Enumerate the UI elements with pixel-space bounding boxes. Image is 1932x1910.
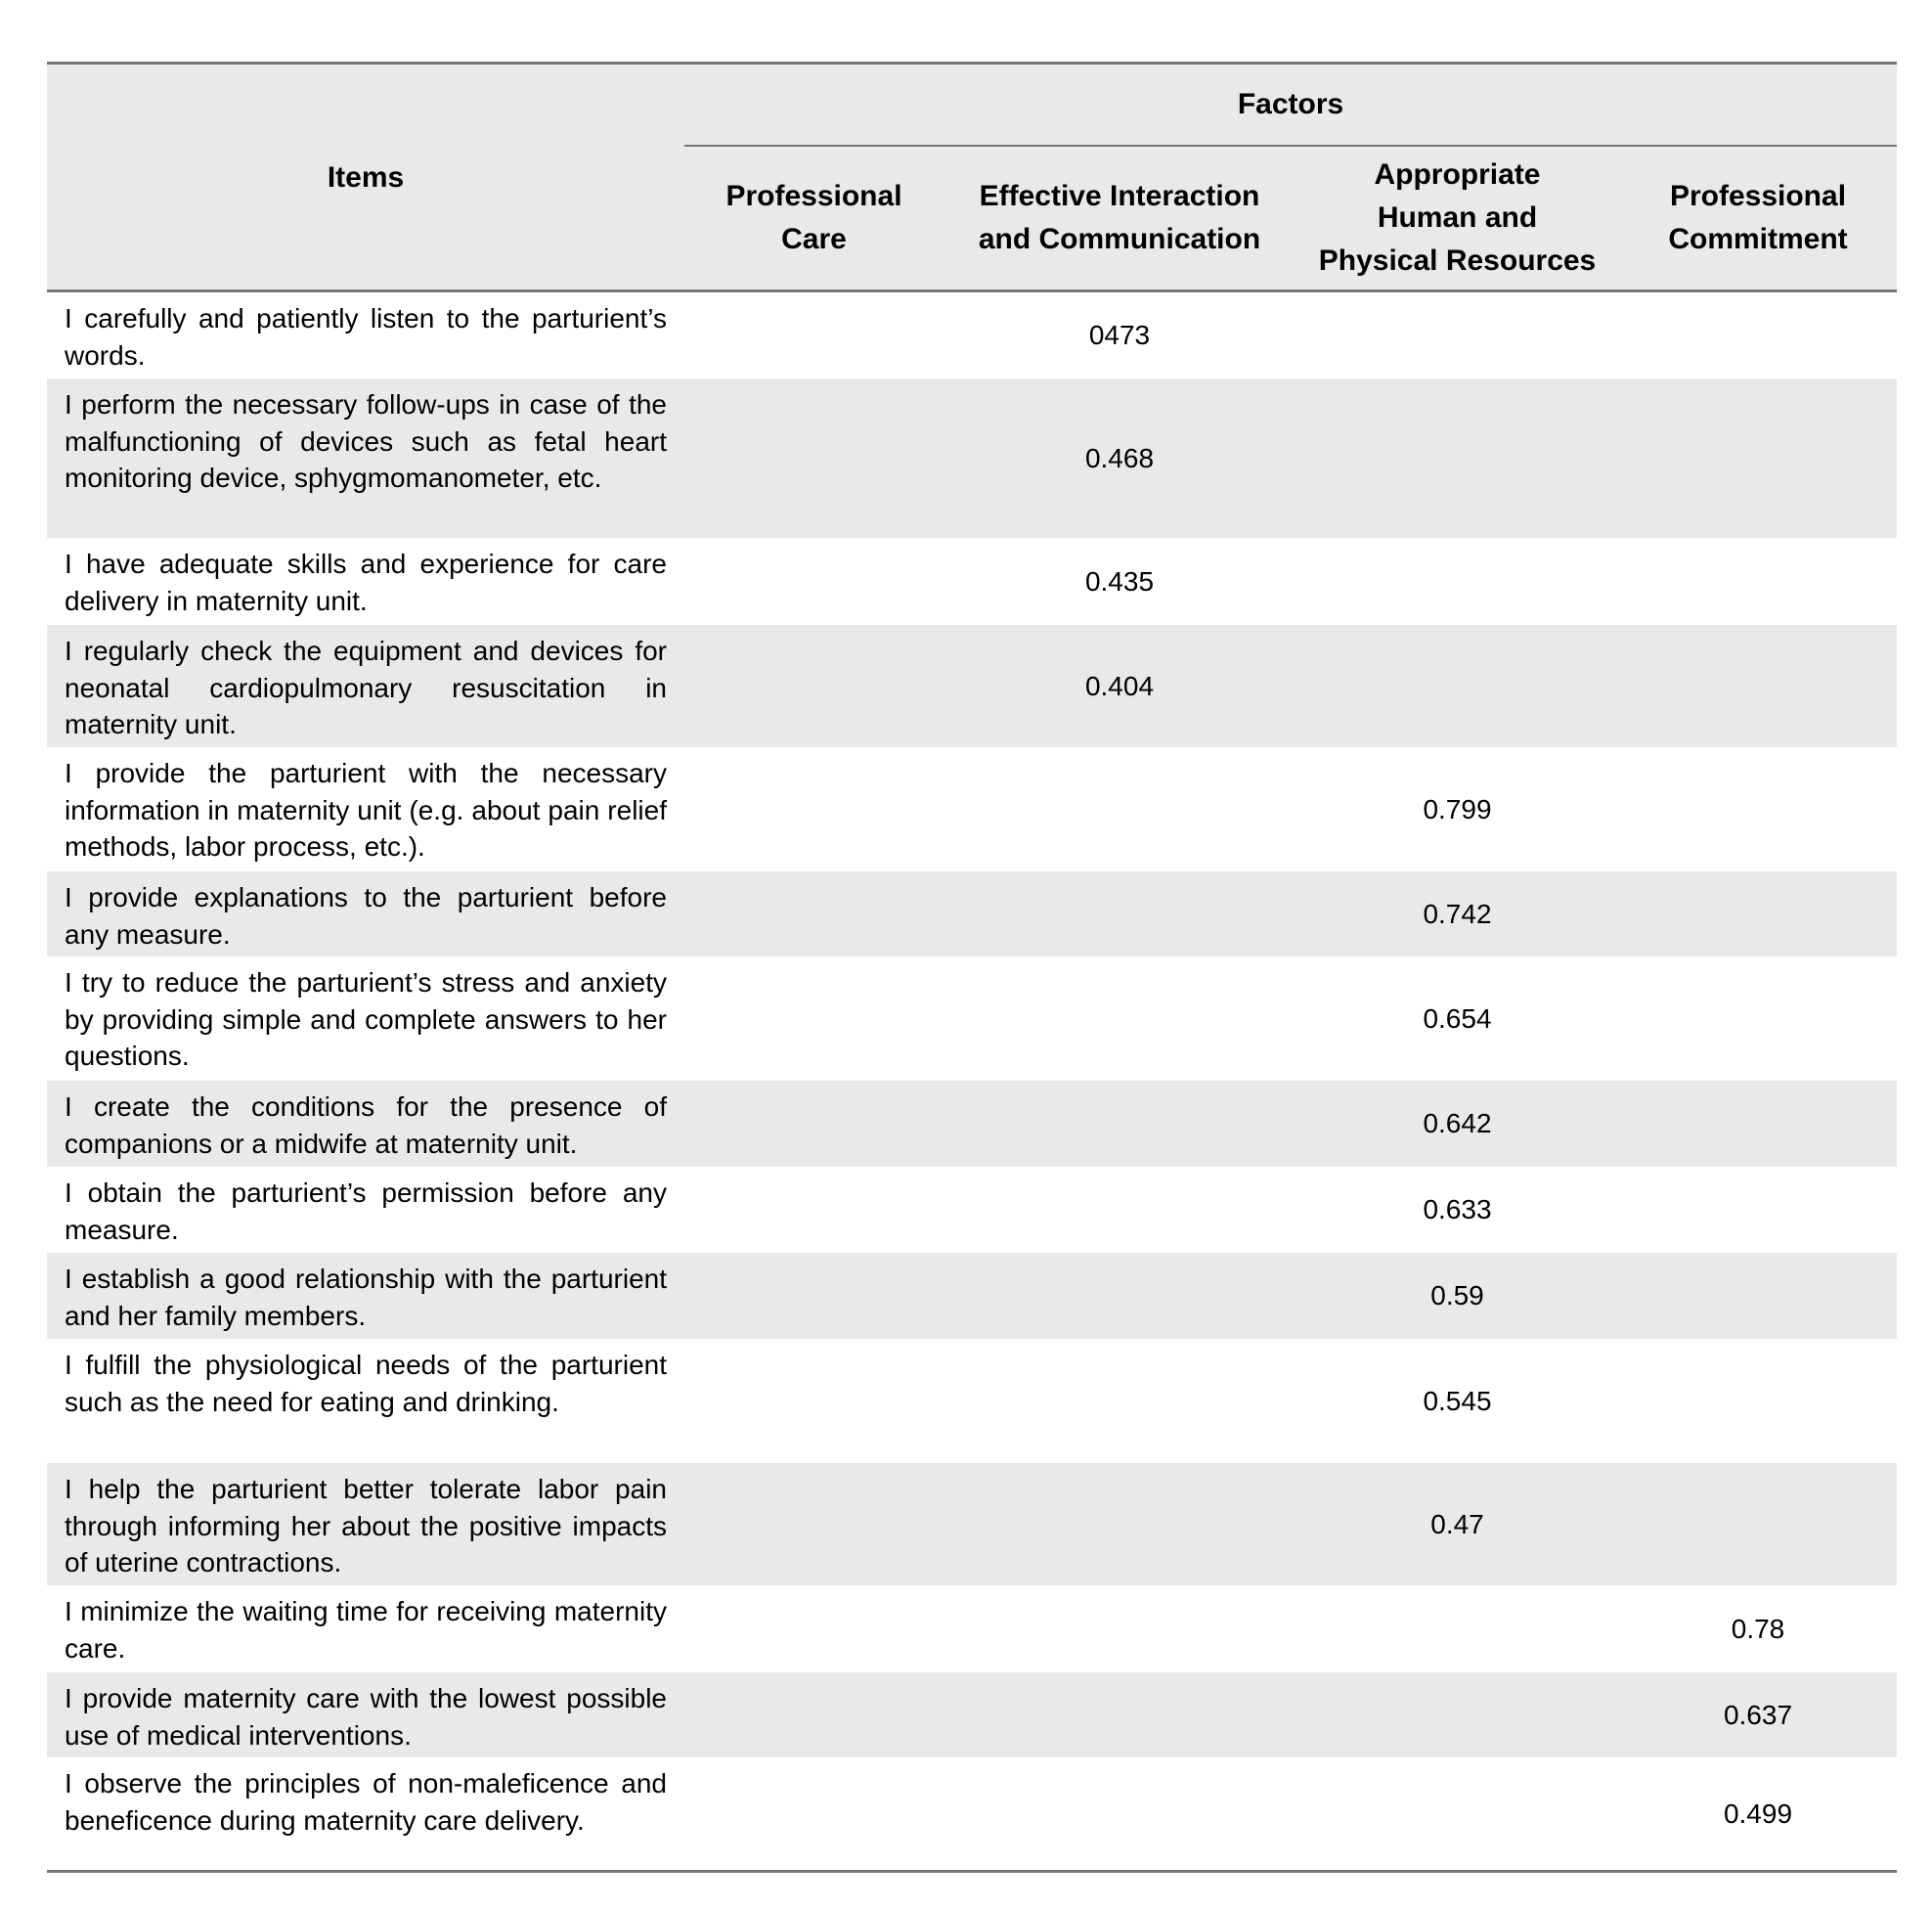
loading-value [944, 1757, 1295, 1870]
item-text: I observe the principles of non-maleficence and beneficence during maternity care delivery. [65, 1768, 667, 1836]
loading-value [1295, 292, 1619, 378]
column-header-line: Commitment [1668, 223, 1848, 255]
table-row [47, 1463, 1897, 1585]
loading-value [684, 1672, 944, 1757]
table-row [47, 747, 1897, 871]
loading-value [684, 625, 944, 747]
loading-value: 0.633 [1423, 1194, 1492, 1224]
loading-value [944, 747, 1295, 871]
loading-value: 0.468 [1084, 442, 1155, 473]
loading-value [944, 871, 1295, 956]
column-header-appropriate-resources [1295, 147, 1619, 289]
item-text: I perform the necessary follow-ups in case of the malfunctioning of devices such as fetal heart monitoring device, sphygmomanometer, etc. [65, 389, 667, 493]
column-header-line: Effective Interaction [979, 180, 1260, 212]
item-text: I have adequate skills and experience for care delivery in maternity unit. [65, 549, 667, 616]
loading-value: 0.799 [1423, 793, 1492, 824]
item-text: I try to reduce the parturient’s stress and anxiety by providing simple and complete answers to her questions. [65, 967, 667, 1071]
table-bottom-rule [47, 1870, 1897, 1873]
column-header-line: Care [781, 223, 847, 255]
table-header [47, 65, 1897, 289]
loading-value [684, 292, 944, 378]
table-row [47, 1253, 1897, 1339]
items-column-header: Items [327, 161, 405, 194]
loading-value [944, 1463, 1295, 1585]
item-text: I provide the parturient with the necessary information in maternity unit (e.g. about pain relief methods, labor process, etc.). [65, 758, 667, 862]
table-row [47, 956, 1897, 1081]
item-text: I obtain the parturient’s permission before any measure. [65, 1177, 667, 1245]
loading-value: 0.435 [1084, 565, 1155, 597]
loading-value: 0.59 [1430, 1280, 1484, 1310]
factor-loadings-table [47, 62, 1897, 1873]
item-text: I carefully and patiently listen to the parturient’s words. [65, 303, 667, 371]
loading-value [944, 956, 1295, 1081]
loading-value [944, 1339, 1295, 1463]
table-row [47, 871, 1897, 956]
loading-value [684, 1167, 944, 1253]
column-header-effective-interaction [944, 147, 1295, 289]
loading-value [1619, 1339, 1897, 1463]
loading-value: 0.404 [1084, 670, 1155, 701]
loading-value [944, 1672, 1295, 1757]
loading-value [1619, 1463, 1897, 1585]
table-row [47, 1672, 1897, 1757]
loading-value [1619, 378, 1897, 538]
table-row [47, 1167, 1897, 1253]
table-row [47, 1585, 1897, 1672]
loading-value [1619, 1167, 1897, 1253]
column-header-line: Professional [1669, 180, 1847, 212]
table-row [47, 538, 1897, 625]
table-row [47, 1757, 1897, 1870]
loading-value [1619, 292, 1897, 378]
loading-value [1295, 1757, 1619, 1870]
column-header-line: Physical Resources [1318, 244, 1597, 277]
loading-value [1619, 625, 1897, 747]
loading-value [684, 747, 944, 871]
column-header-line: Human and [1377, 201, 1538, 234]
loading-value [684, 1757, 944, 1870]
loading-value [1619, 1253, 1897, 1339]
column-header-professional-commitment [1619, 147, 1897, 289]
loading-value [684, 1463, 944, 1585]
column-header-line: and Communication [978, 223, 1261, 255]
loading-value: 0.654 [1423, 1002, 1492, 1034]
loading-value [1295, 1672, 1619, 1757]
table-row [47, 1339, 1897, 1463]
item-text: I provide maternity care with the lowest possible use of medical interventions. [65, 1683, 667, 1751]
item-text: I establish a good relationship with the parturient and her family members. [65, 1264, 667, 1331]
item-text: I minimize the waiting time for receiving maternity care. [65, 1596, 667, 1664]
loading-value [684, 378, 944, 538]
loading-value: 0.545 [1423, 1385, 1492, 1416]
loading-value: 0.742 [1423, 898, 1492, 929]
item-text: I fulfill the physiological needs of the parturient such as the need for eating and drinking. [65, 1350, 667, 1417]
column-header-professional-care [684, 147, 944, 289]
item-text: I provide explanations to the parturient before any measure. [65, 882, 667, 950]
table-row [47, 1081, 1897, 1167]
table-row [47, 625, 1897, 747]
loading-value [1619, 747, 1897, 871]
table-row [47, 292, 1897, 378]
loading-value [684, 538, 944, 625]
item-text: I create the conditions for the presence of companions or a midwife at maternity unit. [65, 1091, 667, 1159]
loading-value [1295, 378, 1619, 538]
loading-value: 0.637 [1723, 1699, 1793, 1730]
column-header-line: Professional [725, 180, 902, 212]
loading-value: 0.78 [1731, 1613, 1785, 1644]
loading-value: 0.499 [1723, 1798, 1793, 1829]
loading-value [684, 871, 944, 956]
loading-value [684, 1585, 944, 1672]
loading-value: 0.47 [1430, 1508, 1484, 1539]
item-text: I regularly check the equipment and devices for neonatal cardiopulmonary resuscitation in maternity unit. [65, 636, 667, 739]
loading-value [1619, 956, 1897, 1081]
loading-value [684, 1081, 944, 1167]
table-row [47, 378, 1897, 538]
loading-value [944, 1585, 1295, 1672]
column-header-line: Appropriate [1374, 158, 1541, 191]
table-body [47, 292, 1897, 1870]
loading-value [944, 1081, 1295, 1167]
loading-value: 0473 [1088, 320, 1151, 350]
loading-value [684, 956, 944, 1081]
item-text: I help the parturient better tolerate labor pain through informing her about the positive impacts of uterine contractions. [65, 1474, 667, 1577]
loading-value [1295, 625, 1619, 747]
loading-value [944, 1253, 1295, 1339]
factors-group-header: Factors [1237, 88, 1344, 120]
loading-value [1619, 538, 1897, 625]
loading-value: 0.642 [1423, 1108, 1492, 1138]
loading-value [1619, 1081, 1897, 1167]
loading-value [1295, 1585, 1619, 1672]
loading-value [944, 1167, 1295, 1253]
loading-value [1619, 871, 1897, 956]
loading-value [1295, 538, 1619, 625]
loading-value [684, 1339, 944, 1463]
loading-value [684, 1253, 944, 1339]
